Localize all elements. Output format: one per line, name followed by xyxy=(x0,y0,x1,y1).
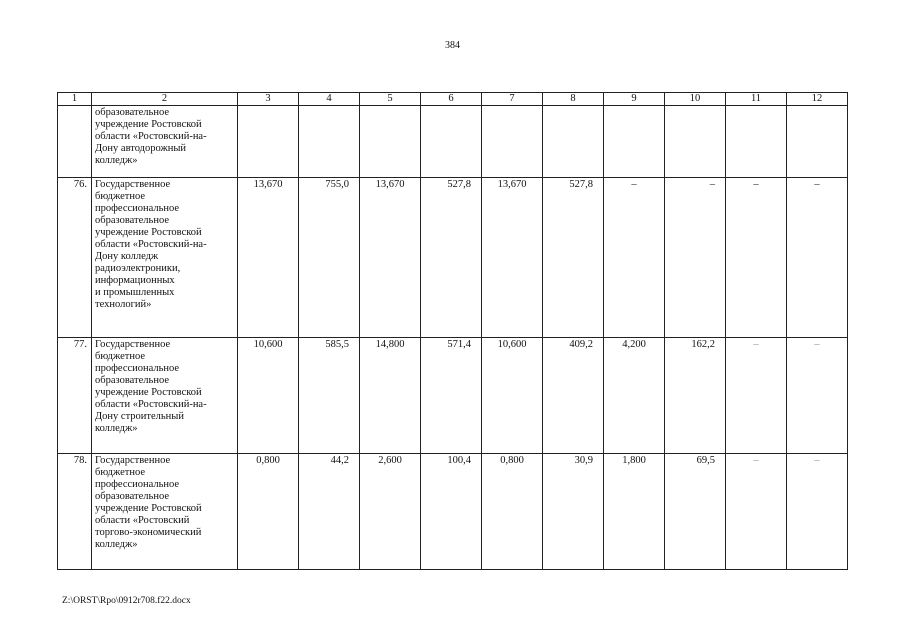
value-cell: 0,800 xyxy=(238,454,299,570)
value-cell xyxy=(360,106,421,178)
institution-name-line: бюджетное xyxy=(95,351,146,362)
value-cell: 14,800 xyxy=(360,338,421,454)
column-header: 2 xyxy=(92,93,238,106)
value-cell: 409,2 xyxy=(543,338,604,454)
institution-name-line: профессиональное xyxy=(95,363,180,374)
value-cell: – xyxy=(726,454,787,570)
institution-name-cell xyxy=(92,106,238,178)
value-cell: 30,9 xyxy=(543,454,604,570)
column-header: 5 xyxy=(360,93,421,106)
institution-name-line: технологий» xyxy=(95,299,152,310)
value-cell: 0,800 xyxy=(482,454,543,570)
table-row xyxy=(58,106,848,178)
table-row xyxy=(58,338,848,454)
row-number-cell: 78. xyxy=(58,454,92,570)
institution-name-line: учреждение Ростовской xyxy=(95,119,202,130)
value-cell: 755,0 xyxy=(299,178,360,338)
institution-name-line: Дону автодорожный xyxy=(95,143,187,154)
institution-name-line: Дону строительный xyxy=(95,411,184,422)
institution-name-line: образовательное xyxy=(95,107,169,118)
institution-name-line: и промышленных xyxy=(95,287,175,298)
institution-name-cell xyxy=(92,454,238,570)
value-cell: 527,8 xyxy=(543,178,604,338)
value-cell: – xyxy=(726,338,787,454)
column-header: 3 xyxy=(238,93,299,106)
value-cell: – xyxy=(665,178,726,338)
value-cell xyxy=(421,106,482,178)
value-cell: 100,4 xyxy=(421,454,482,570)
institution-name-line: области «Ростовский-на- xyxy=(95,131,207,142)
value-cell: 13,670 xyxy=(360,178,421,338)
institution-name-line: радиоэлектроники, xyxy=(95,263,181,274)
institution-name-line: профессиональное xyxy=(95,203,180,214)
institution-name-line: Государственное xyxy=(95,339,171,350)
institution-name-line: образовательное xyxy=(95,491,169,502)
value-cell: 44,2 xyxy=(299,454,360,570)
institution-name-line: колледж» xyxy=(95,539,138,550)
table-body xyxy=(58,106,848,570)
value-cell xyxy=(299,106,360,178)
row-number-cell: 76. xyxy=(58,178,92,338)
institution-name-line: профессиональное xyxy=(95,479,180,490)
value-cell: – xyxy=(726,178,787,338)
value-cell: 13,670 xyxy=(238,178,299,338)
institution-name-line: области «Ростовский-на- xyxy=(95,239,207,250)
institution-name-line: колледж» xyxy=(95,423,138,434)
institution-name-line: области «Ростовский-на- xyxy=(95,399,207,410)
column-header: 9 xyxy=(604,93,665,106)
value-cell: – xyxy=(604,178,665,338)
institution-name-line: торгово-экономический xyxy=(95,527,202,538)
institution-name-line: Государственное xyxy=(95,455,171,466)
column-header: 4 xyxy=(299,93,360,106)
institution-name-line: учреждение Ростовской xyxy=(95,387,202,398)
column-header: 1 xyxy=(58,93,92,106)
value-cell: 13,670 xyxy=(482,178,543,338)
value-cell: 585,5 xyxy=(299,338,360,454)
file-path-footer: Z:\ORST\Rpo\0912r708.f22.docx xyxy=(62,596,191,606)
institution-name-line: учреждение Ростовской xyxy=(95,503,202,514)
value-cell: 162,2 xyxy=(665,338,726,454)
institution-name-line: учреждение Ростовской xyxy=(95,227,202,238)
value-cell xyxy=(787,106,848,178)
column-header: 7 xyxy=(482,93,543,106)
value-cell xyxy=(604,106,665,178)
value-cell: – xyxy=(787,454,848,570)
value-cell: 1,800 xyxy=(604,454,665,570)
institution-name-line: области «Ростовский xyxy=(95,515,190,526)
value-cell: – xyxy=(787,338,848,454)
column-header: 8 xyxy=(543,93,604,106)
row-number-cell xyxy=(58,106,92,178)
value-cell: 4,200 xyxy=(604,338,665,454)
institution-name-line: колледж» xyxy=(95,155,138,166)
institution-name-line: образовательное xyxy=(95,375,169,386)
value-cell xyxy=(482,106,543,178)
value-cell xyxy=(665,106,726,178)
table-row xyxy=(58,454,848,570)
value-cell: 571,4 xyxy=(421,338,482,454)
institution-name-line: информационных xyxy=(95,275,175,286)
value-cell xyxy=(543,106,604,178)
value-cell: 10,600 xyxy=(482,338,543,454)
column-header: 6 xyxy=(421,93,482,106)
institution-name-cell xyxy=(92,338,238,454)
value-cell: 69,5 xyxy=(665,454,726,570)
institution-name-line: бюджетное xyxy=(95,191,146,202)
value-cell xyxy=(726,106,787,178)
column-header: 10 xyxy=(665,93,726,106)
institution-name-cell xyxy=(92,178,238,338)
table-row xyxy=(58,178,848,338)
institution-name-line: Государственное xyxy=(95,179,171,190)
value-cell: 527,8 xyxy=(421,178,482,338)
value-cell: 2,600 xyxy=(360,454,421,570)
page-number: 384 xyxy=(445,40,460,51)
institution-name-line: Дону колледж xyxy=(95,251,159,262)
value-cell xyxy=(238,106,299,178)
row-number-cell: 77. xyxy=(58,338,92,454)
value-cell: 10,600 xyxy=(238,338,299,454)
institution-name-line: бюджетное xyxy=(95,467,146,478)
value-cell: – xyxy=(787,178,848,338)
column-header: 12 xyxy=(787,93,848,106)
header-row xyxy=(58,93,848,106)
institution-name-line: образовательное xyxy=(95,215,169,226)
budget-table xyxy=(57,92,848,570)
column-header: 11 xyxy=(726,93,787,106)
